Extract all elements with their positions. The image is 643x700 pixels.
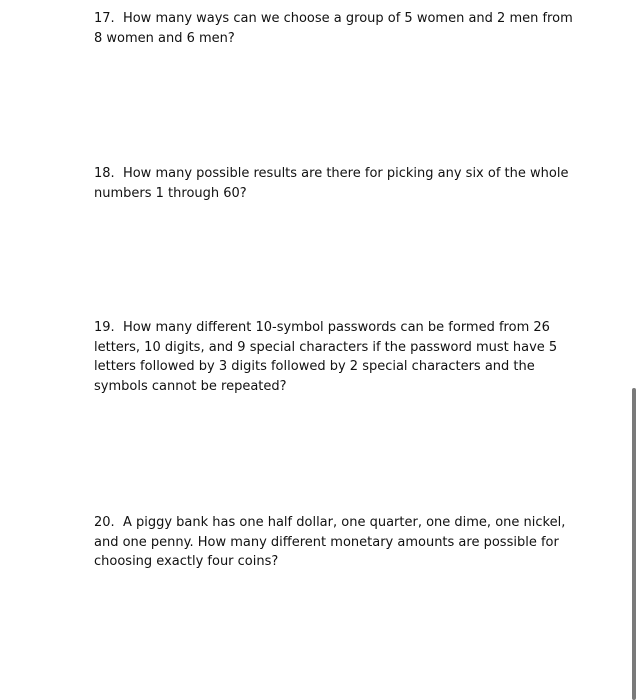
- question-19-number: 19.: [94, 320, 115, 335]
- question-19-text-4: symbols cannot be repeated?: [94, 378, 287, 394]
- question-19-line-1: [94, 318, 564, 338]
- question-17-text-2: 8 women and 6 men?: [94, 30, 235, 46]
- question-17-text-1: How many ways can we choose a group of 5 women and 2 men from: [122, 11, 573, 26]
- question-20-text-3: choosing exactly four coins?: [94, 554, 279, 570]
- question-20: [94, 513, 564, 572]
- question-20-number: 20.: [94, 515, 115, 530]
- question-20-text-1: A piggy bank has one half dollar, one quarter, one dime, one nickel,: [122, 515, 566, 530]
- question-18-text-1: How many possible results are there for picking any six of the whole: [122, 166, 569, 181]
- question-17-line-1: [94, 9, 573, 29]
- question-19-text-2: letters, 10 digits, and 9 special characters if the password must have 5: [94, 339, 558, 355]
- vertical-scrollbar[interactable]: [632, 388, 636, 700]
- question-20-line-1: [94, 513, 564, 533]
- question-19-text-1: How many different 10-symbol passwords can be formed from 26: [122, 320, 550, 335]
- question-18: [94, 164, 569, 203]
- question-18-number: 18.: [94, 166, 115, 181]
- question-19: [94, 318, 564, 396]
- question-17-number: 17.: [94, 11, 115, 26]
- question-18-text-2: numbers 1 through 60?: [94, 185, 247, 201]
- question-18-line-1: [94, 164, 569, 184]
- question-20-text-2: and one penny. How many different monetary amounts are possible for: [94, 534, 559, 550]
- question-19-text-3: letters followed by 3 digits followed by 2 special characters and the: [94, 359, 535, 375]
- question-17: [94, 9, 573, 48]
